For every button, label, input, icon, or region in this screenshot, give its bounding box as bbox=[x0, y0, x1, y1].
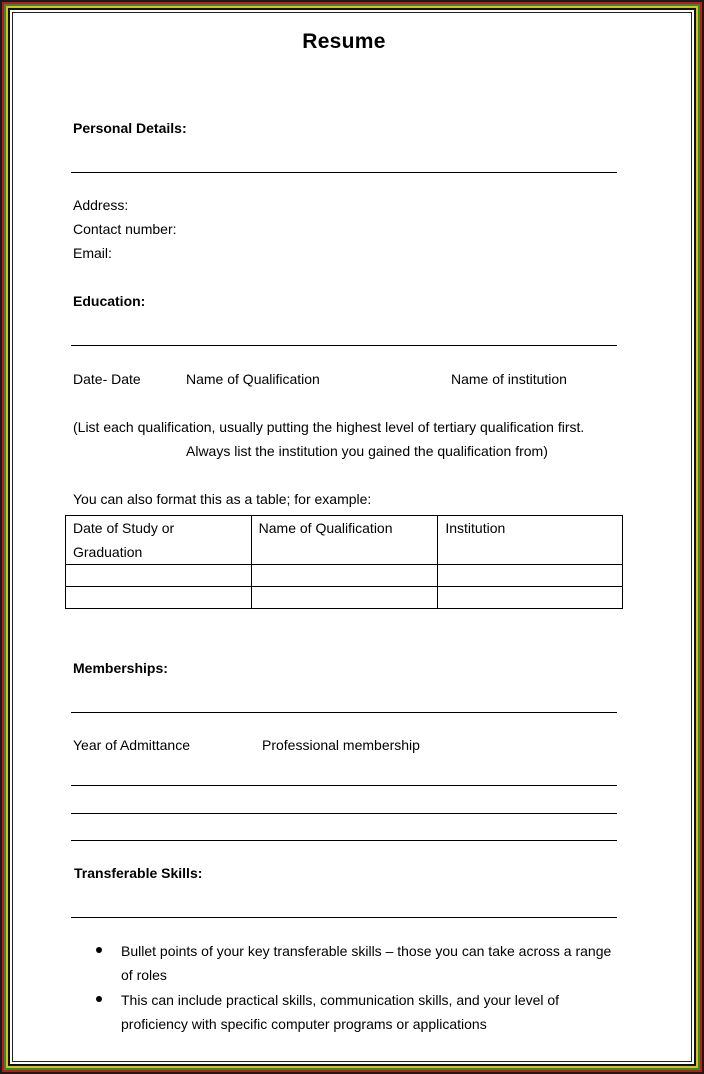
bullet-icon bbox=[96, 947, 102, 953]
education-col-institution: Name of institution bbox=[451, 371, 567, 387]
education-note-line2: Always list the institution you gained the qualification from) bbox=[186, 443, 548, 459]
table-header-date: Date of Study or Graduation bbox=[66, 516, 252, 565]
education-col-qualification: Name of Qualification bbox=[186, 371, 320, 387]
education-heading: Education: bbox=[73, 293, 146, 309]
education-note-line1: (List each qualification, usually putting the highest level of tertiary qualification first. bbox=[73, 419, 585, 435]
table-row bbox=[66, 587, 623, 609]
transferable-skills-heading: Transferable Skills: bbox=[74, 865, 203, 881]
table-header-institution: Institution bbox=[438, 516, 623, 565]
education-rule bbox=[71, 345, 617, 346]
skills-bullet-2: This can include practical skills, communication skills, and your level of proficiency with specific computer programs or applications bbox=[121, 992, 560, 1032]
table-cell bbox=[66, 565, 252, 587]
membership-entry-rule bbox=[71, 840, 617, 841]
transferable-skills-rule bbox=[71, 917, 617, 918]
qualification-table bbox=[65, 515, 623, 609]
document-title: Resume bbox=[302, 30, 386, 53]
membership-entry-rule bbox=[71, 785, 617, 786]
table-cell bbox=[438, 587, 623, 609]
table-cell bbox=[66, 587, 252, 609]
memberships-rule bbox=[71, 712, 617, 713]
education-col-date: Date- Date bbox=[73, 371, 141, 387]
skills-bullet-1: Bullet points of your key transferable skills – those you can take across a range of roles bbox=[121, 943, 612, 983]
personal-details-heading: Personal Details: bbox=[73, 120, 187, 136]
memberships-heading: Memberships: bbox=[73, 660, 168, 676]
personal-details-rule bbox=[71, 172, 617, 173]
table-cell bbox=[438, 565, 623, 587]
table-header-qualification: Name of Qualification bbox=[251, 516, 438, 565]
email-label: Email: bbox=[73, 245, 112, 261]
membership-entry-rule bbox=[71, 813, 617, 814]
memberships-col-year: Year of Admittance bbox=[73, 737, 191, 753]
memberships-col-membership: Professional membership bbox=[262, 737, 420, 753]
table-cell bbox=[251, 565, 438, 587]
table-row bbox=[66, 565, 623, 587]
contact-number-label: Contact number: bbox=[73, 221, 177, 237]
bullet-icon bbox=[96, 996, 102, 1002]
table-header-row bbox=[66, 516, 623, 565]
table-cell bbox=[251, 587, 438, 609]
education-table-intro: You can also format this as a table; for example: bbox=[73, 491, 372, 507]
address-label: Address: bbox=[73, 197, 129, 213]
